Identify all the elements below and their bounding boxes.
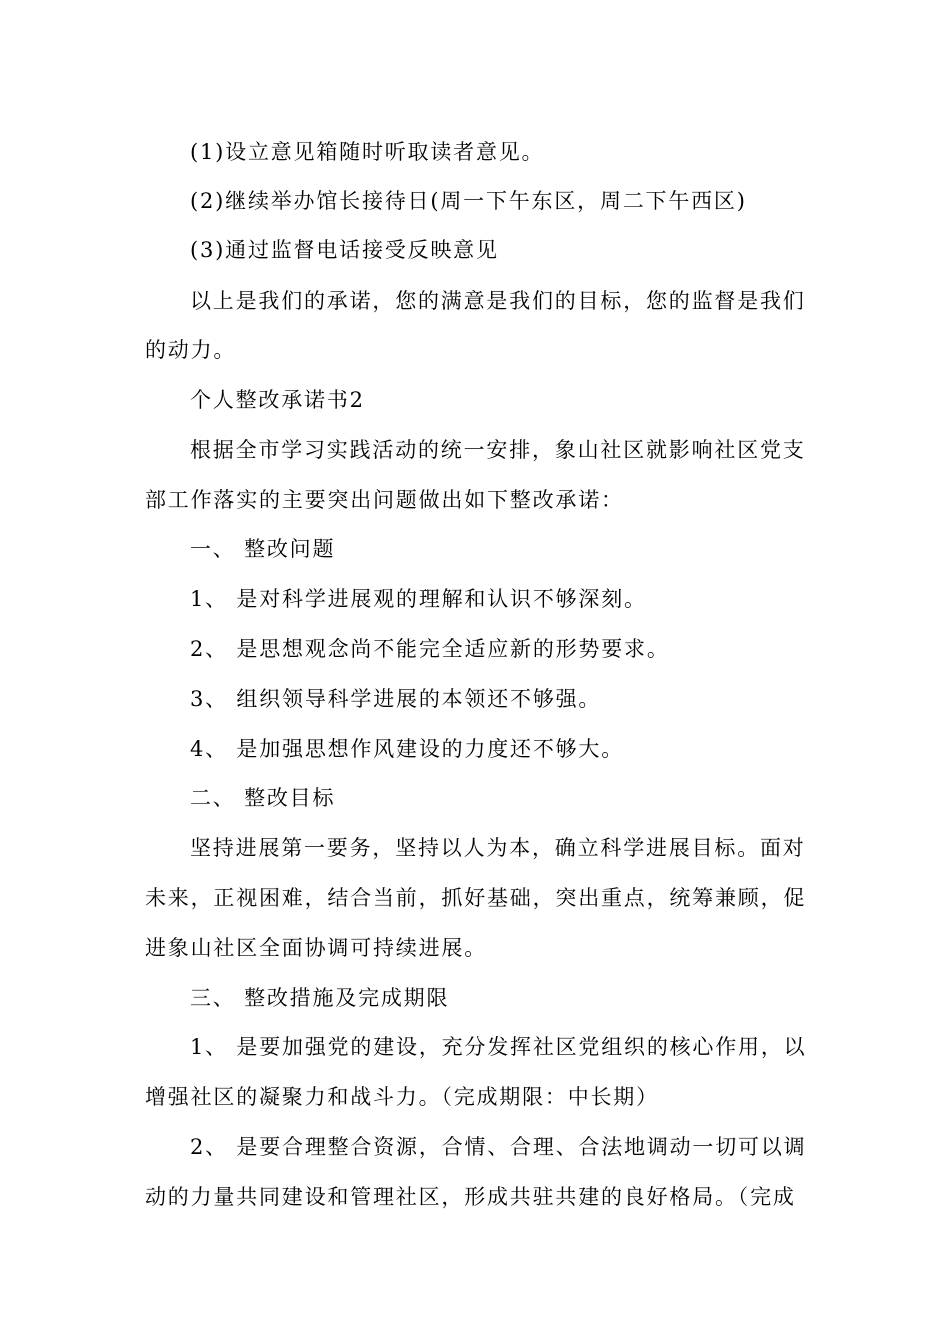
list-item: 1、 是对科学进展观的理解和认识不够深刻。 <box>190 587 647 611</box>
text-line: (3)通过监督电话接受反映意见 <box>190 238 499 262</box>
section-heading: 一、 整改问题 <box>190 537 336 561</box>
text-line: 以上是我们的承诺，您的满意是我们的目标，您的监督是我们 <box>190 289 806 313</box>
text-line: 坚持进展第一要务，坚持以人为本，确立科学进展目标。面对 <box>190 836 806 860</box>
section-heading: 三、 整改措施及完成期限 <box>190 986 450 1010</box>
list-item: 4、 是加强思想作风建设的力度还不够大。 <box>190 737 625 761</box>
text-line: 根据全市学习实践活动的统一安排，象山社区就影响社区党支 <box>190 438 806 462</box>
text-line: 动的力量共同建设和管理社区，形成共驻共建的良好格局。（完成 <box>145 1185 796 1209</box>
text-line: (2)继续举办馆长接待日(周一下午东区，周二下午西区) <box>190 189 747 213</box>
list-item: 1、 是要加强党的建设，充分发挥社区党组织的核心作用，以 <box>190 1035 807 1059</box>
text-line: 部工作落实的主要突出问题做出如下整改承诺： <box>145 488 624 512</box>
list-item: 2、 是思想观念尚不能完全适应新的形势要求。 <box>190 637 670 661</box>
text-line: (1)设立意见箱随时听取读者意见。 <box>190 140 545 164</box>
text-line: 增强社区的凝聚力和战斗力。（完成期限：中长期） <box>145 1085 659 1109</box>
list-item: 2、 是要合理整合资源，合情、合理、合法地调动一切可以调 <box>190 1135 807 1159</box>
section-heading: 个人整改承诺书2 <box>190 388 365 412</box>
list-item: 3、 组织领导科学进展的本领还不够强。 <box>190 687 602 711</box>
text-line: 进象山社区全面协调可持续进展。 <box>145 936 487 960</box>
text-line: 的动力。 <box>145 338 237 362</box>
text-line: 未来，正视困难，结合当前，抓好基础，突出重点，统筹兼顾，促 <box>145 886 807 910</box>
section-heading: 二、 整改目标 <box>190 786 336 810</box>
